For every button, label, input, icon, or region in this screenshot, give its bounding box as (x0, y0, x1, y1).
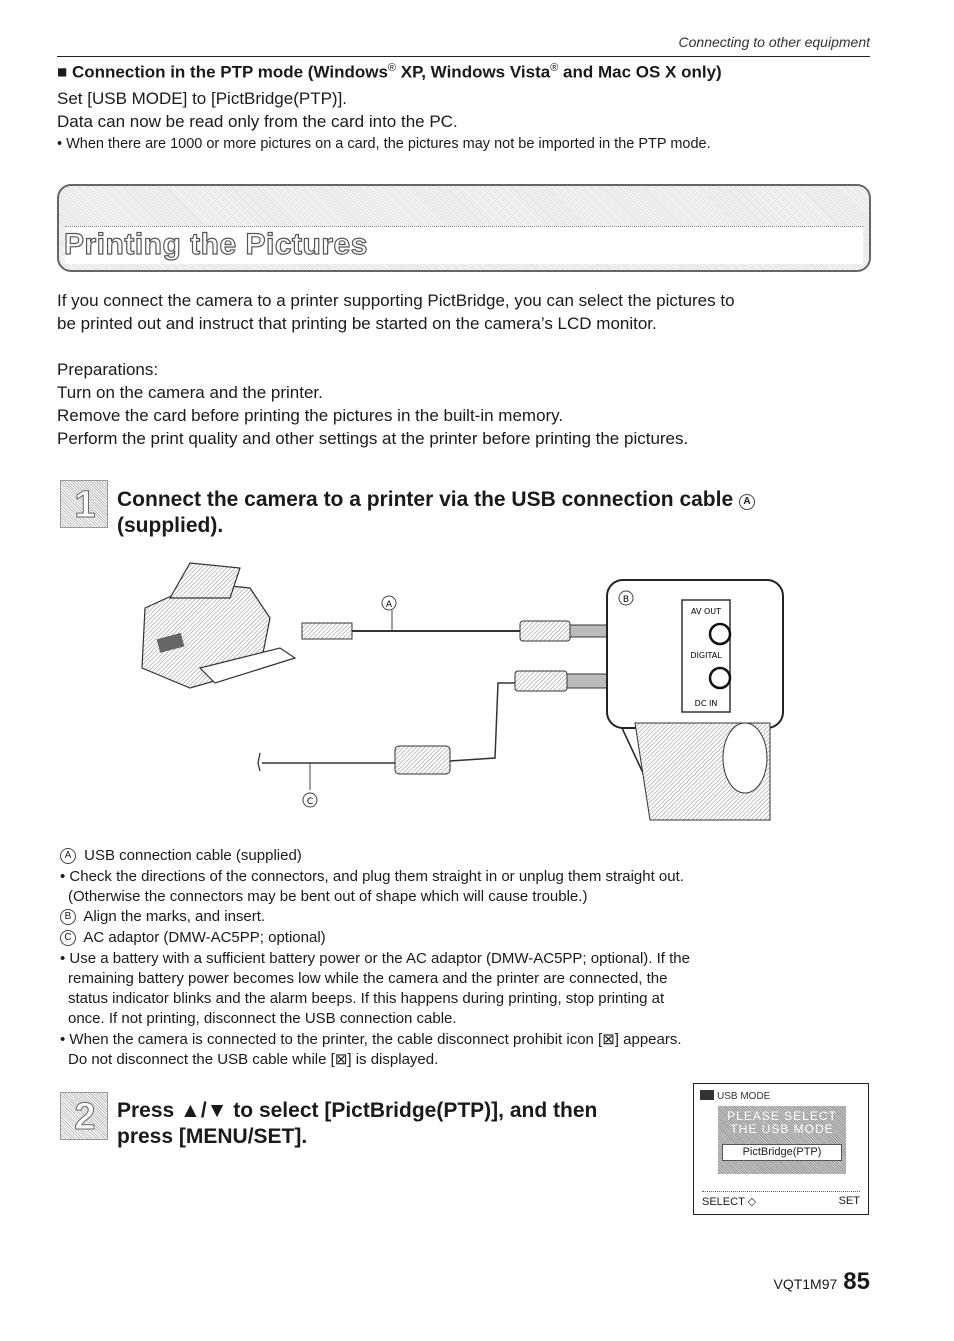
running-header: Connecting to other equipment (678, 34, 870, 50)
prep-item-3: Perform the print quality and other settings at the printer before printing the pictures. (57, 429, 689, 448)
diagram-label-a: A (385, 600, 393, 610)
step-1-title: Connect the camera to a printer via the USB connection cable A (117, 487, 759, 513)
diagram-label-c: C (306, 797, 314, 807)
intro-line2: be printed out and instruct that printing be started on the camera’s LCD monitor. (57, 314, 657, 333)
note-b: B Align the marks, and insert. (60, 907, 265, 926)
intro-line1: If you connect the camera to a printer supporting PictBridge, you can select the pictures to (57, 291, 735, 310)
port-label-digital: DIGITAL (690, 651, 722, 660)
step-1-badge: 1 (60, 480, 108, 528)
lcd-prompt: PLEASE SELECT THE USB MODE (727, 1109, 837, 1136)
lcd-footer: SELECT ◇ SET (702, 1191, 860, 1208)
lcd-option-pictbridge: PictBridge(PTP) (722, 1144, 842, 1161)
lcd-menu (718, 1106, 846, 1174)
printer-illustration (142, 563, 295, 688)
page-number: 85 (843, 1268, 870, 1295)
section-title: Printing the Pictures (64, 228, 368, 261)
port-label-dcin: DC IN (694, 699, 718, 708)
note-d-bullet-1: • When the camera is connected to the printer, the cable disconnect prohibit icon [⊠] appears. (60, 1031, 682, 1048)
ptp-line1: Set [USB MODE] to [PictBridge(PTP)]. (57, 89, 348, 108)
diagram-label-b: B (622, 595, 630, 605)
note-a-bullet: • Check the directions of the connectors, and plug them straight in or unplug them straight out. (60, 868, 684, 885)
lcd-header: USB MODE (700, 1090, 770, 1102)
lcd-screen-illustration (693, 1083, 869, 1215)
note-a-bullet-cont: (Otherwise the connectors may be bent out of shape which will cause trouble.) (68, 888, 588, 905)
note-c-bullet-3: status indicator blinks and the alarm beeps. If this happens during printing, stop printing at (68, 990, 665, 1007)
step-2-title: Press ▲/▼ to select [PictBridge(PTP)], and then (117, 1099, 598, 1122)
page-footer: VQT1M97 85 (773, 1268, 870, 1295)
prep-item-1: Turn on the camera and the printer. (57, 383, 323, 402)
step-1-title-cont: (supplied). (117, 514, 224, 537)
port-label-avout: AV OUT (690, 607, 722, 616)
note-a: A USB connection cable (supplied) (60, 846, 302, 865)
connection-diagram (130, 558, 790, 828)
step-2-badge: 2 (60, 1092, 108, 1140)
ac-adaptor-cable (258, 671, 619, 790)
note-c: C AC adaptor (DMW-AC5PP; optional) (60, 928, 326, 947)
ptp-line2: Data can now be read only from the card into the PC. (57, 112, 458, 131)
prep-heading: Preparations: (57, 360, 159, 379)
step-2-title-cont: press [MENU/SET]. (117, 1125, 308, 1148)
prep-item-2: Remove the card before printing the pictures in the built-in memory. (57, 406, 564, 425)
note-c-bullet-1: • Use a battery with a sufficient battery power or the AC adaptor (DMW-AC5PP; optional). If the (60, 950, 690, 967)
note-c-bullet-2: remaining battery power becomes low while the camera and the printer are connected, the (68, 970, 668, 987)
ptp-note: • When there are 1000 or more pictures on a card, the pictures may not be imported in the PTP mode. (57, 136, 711, 152)
note-d-bullet-2: Do not disconnect the USB cable while [⊠] is displayed. (68, 1051, 439, 1068)
usb-icon (700, 1090, 714, 1100)
ptp-heading: ■ Connection in the PTP mode (Windows® XP, Windows Vista® and Mac OS X only) (57, 62, 722, 82)
note-c-bullet-4: once. If not printing, disconnect the USB connection cable. (68, 1010, 457, 1027)
usb-cable (302, 596, 632, 641)
header-rule (57, 56, 870, 57)
